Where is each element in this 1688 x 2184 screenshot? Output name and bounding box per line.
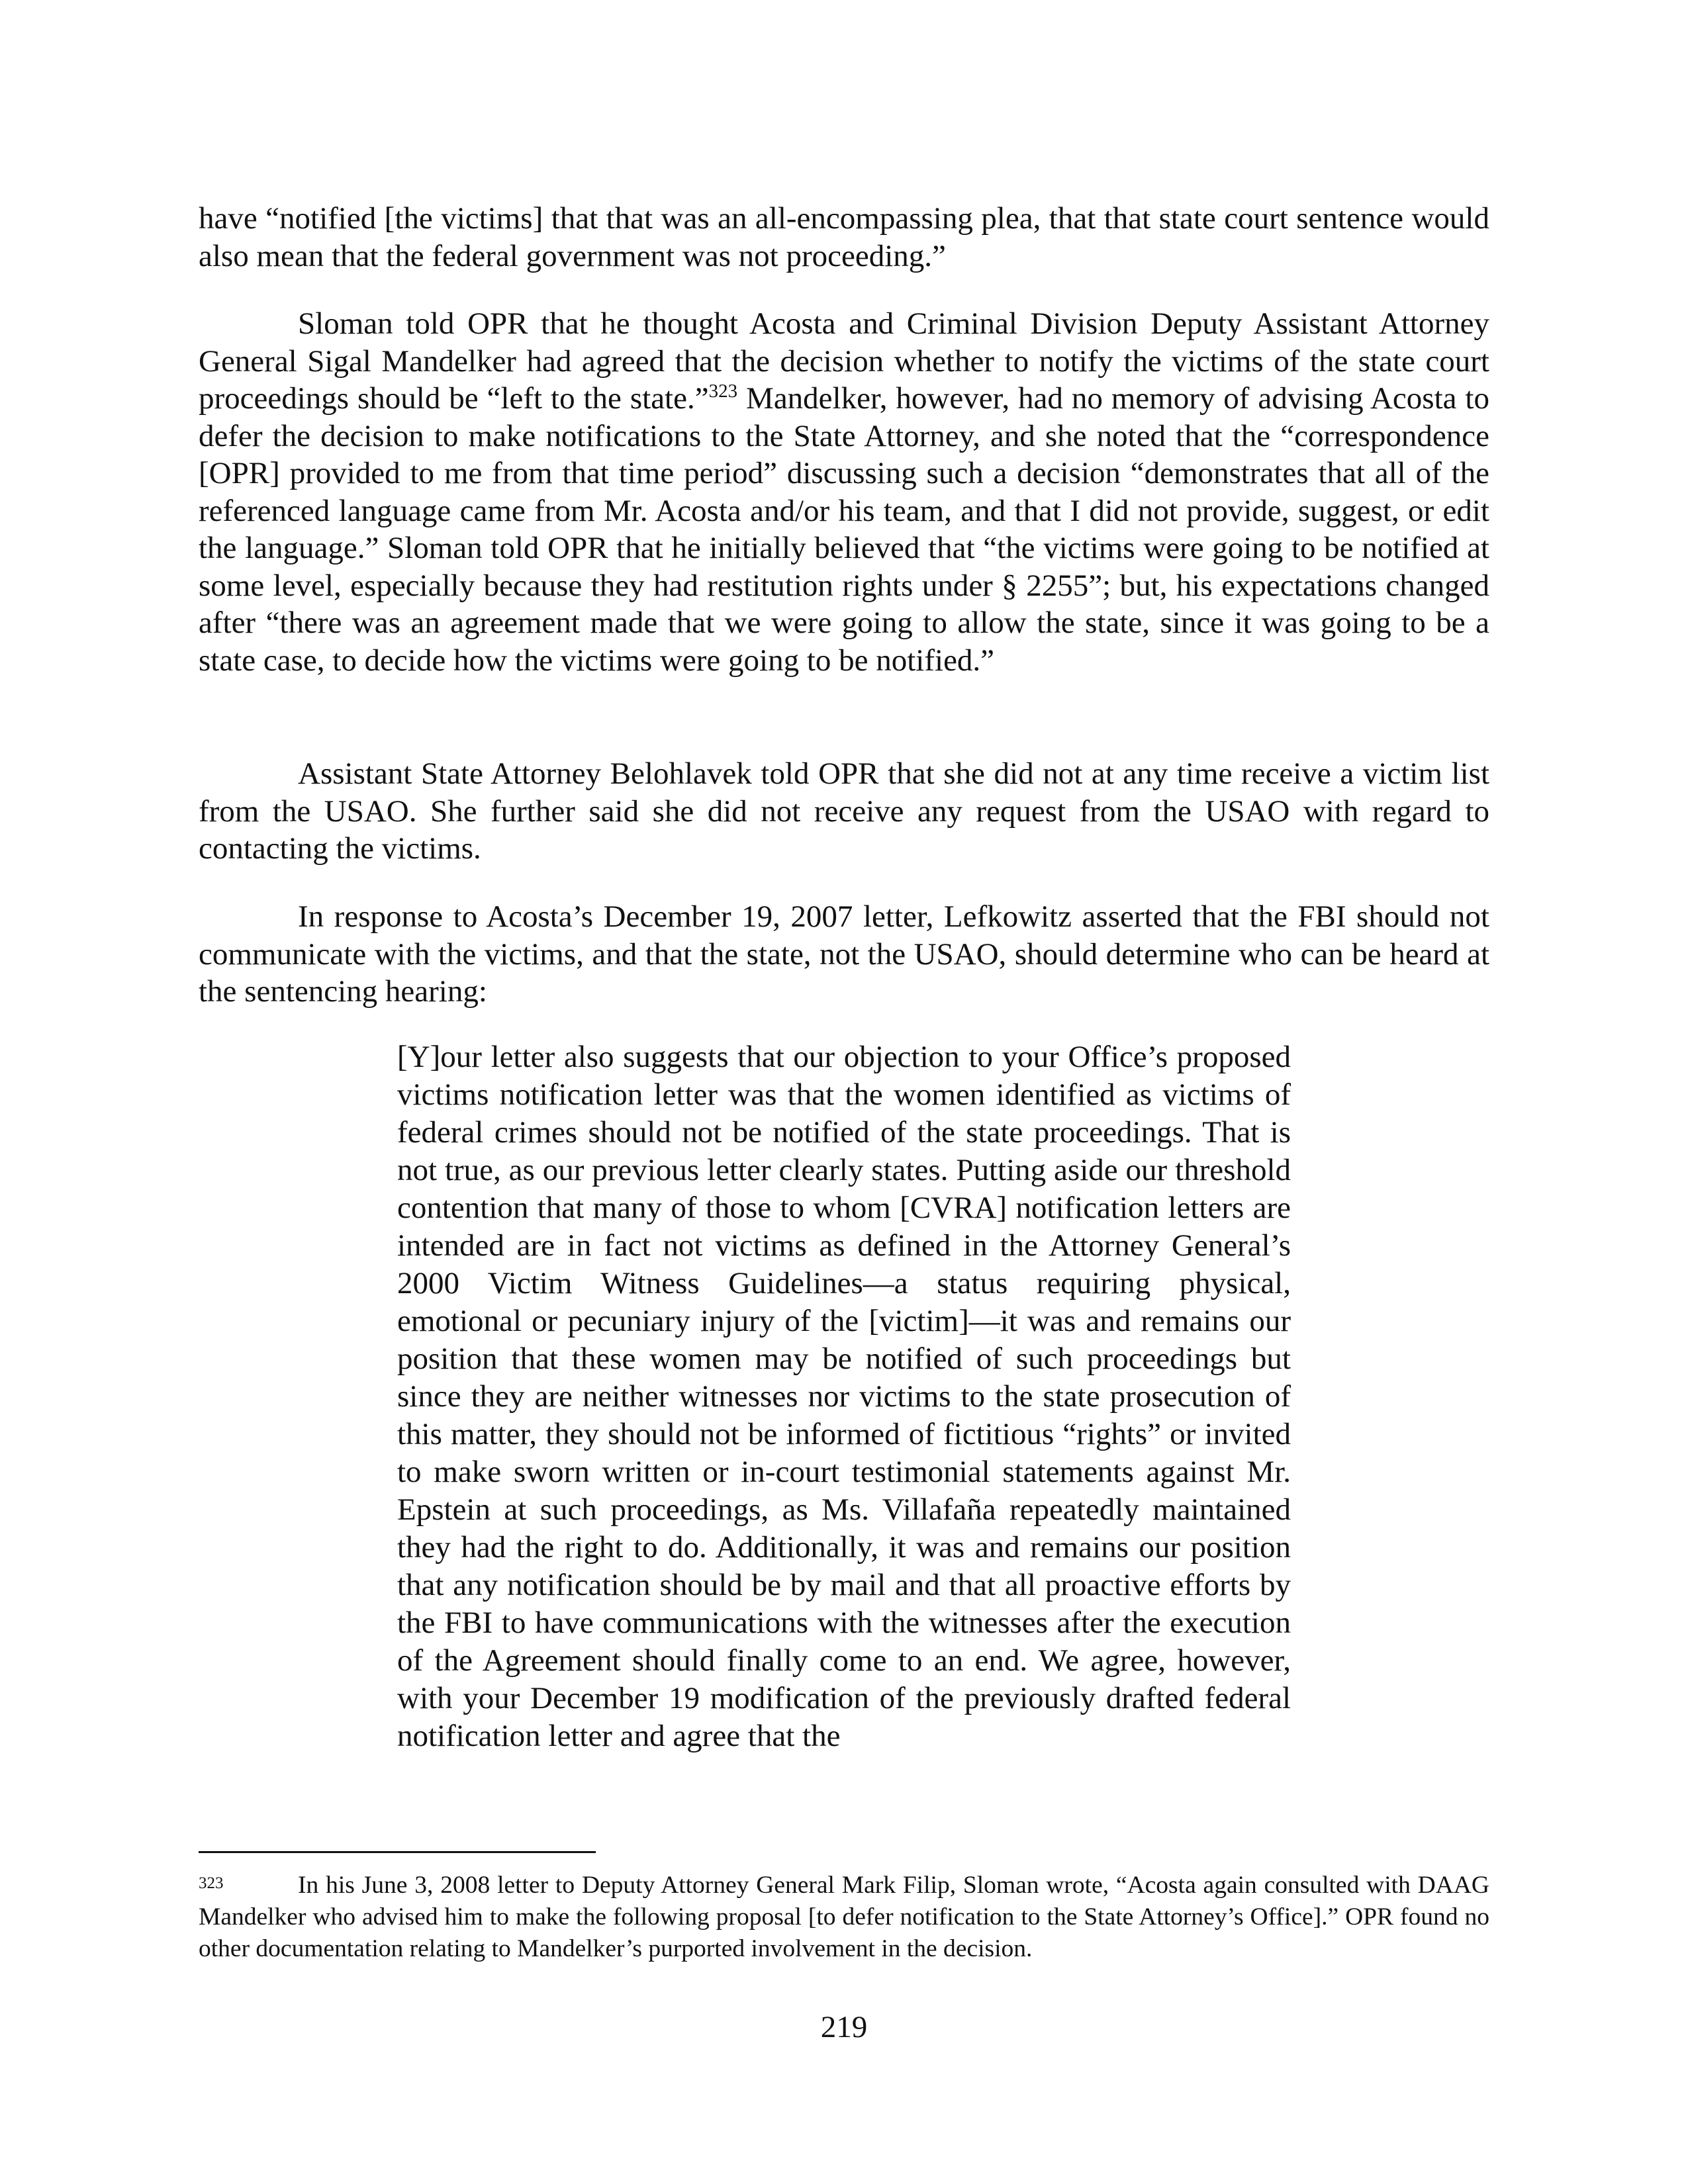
paragraph-sloman-text-after: Mandelker, however, had no memory of advising Acosta to defer the decision to make notifications to the State Attorney, and she noted that the “correspondence [OPR] provided to me from that time period” discussing such a decision “demonstrates that all of the referenced language came from Mr. Acosta and/or his team, and that I did not provide, suggest, or edit the language.” Sloman told OPR that he initially believed that “the victims were going to be notified at some level, especially because they had restitution rights under § 2255”; but, his expectations changed after “there was an agreement made that we were going to allow the state, since it was going to be a state case, to decide how the victims were going to be notified.”: [199, 381, 1489, 678]
paragraph-sloman-text-before: Sloman told OPR that he thought Acosta and Criminal Division Deputy Assistant Attorney General Sigal Mandelker had agreed that the decision whether to notify the victims of the state court proceedings should be “left to the state.”: [199, 306, 1489, 416]
paragraph-continuation: have “notified [the victims] that that was an all-encompassing plea, that that state court sentence would also mean that the federal government was not proceeding.”: [199, 201, 1489, 273]
footnote-text: In his June 3, 2008 letter to Deputy Attorney General Mark Filip, Sloman wrote, “Acosta again consulted with DAAG Mandelker who advised him to make the following proposal [to defer notification to the State Attorney’s Office].” OPR found no other documentation relating to Mandelker’s purported involvement in the decision.: [199, 1872, 1489, 1962]
footnote-number: 323: [199, 1874, 224, 1892]
page-number: 219: [820, 2010, 868, 2044]
block-quote: [Y]our letter also suggests that our objection to your Office’s proposed victims notification letter was that the women identified as victims of federal crimes should not be notified of the state proceedings. That is not true, as our previous letter clearly states. Putting aside our threshold contention that many of those to whom [CVRA] notification letters are intended are in fact not victims as defined in the Attorney General’s 2000 Victim Witness Guidelines—a status requiring physical, emotional or pecuniary injury of the [victim]—it was and remains our position that these women may be notified of such proceedings but since they are neither witnesses nor victims to the state prosecution of this matter, they should not be informed of fictitious “rights” or invited to make sworn written or in-court testimonial statements against Mr. Epstein at such proceedings, as Ms. Villafaña repeatedly maintained they had the right to do. Additionally, it was and remains our position that any notification should be by mail and that all proactive efforts by the FBI to have communications with the witnesses after the execution of the Agreement should finally come to an end. We agree, however, with your December 19 modification of the previously drafted federal notification letter and agree that the: [397, 1040, 1291, 1753]
footnote-reference[interactable]: 323: [708, 381, 738, 402]
paragraph-sloman: [199, 305, 1489, 679]
footnote-divider: [199, 1851, 596, 1853]
paragraph-belohlavek: Assistant State Attorney Belohlavek told OPR that she did not at any time receive a victim list from the USAO. She further said she did not receive any request from the USAO with regard to contacting the victims.: [199, 756, 1489, 866]
footnote: [199, 1870, 1489, 1965]
paragraph-lefkowitz: In response to Acosta’s December 19, 2007 letter, Lefkowitz asserted that the FBI should not communicate with the victims, and that the state, not the USAO, should determine who can be heard at the sentencing hearing:: [199, 899, 1489, 1009]
